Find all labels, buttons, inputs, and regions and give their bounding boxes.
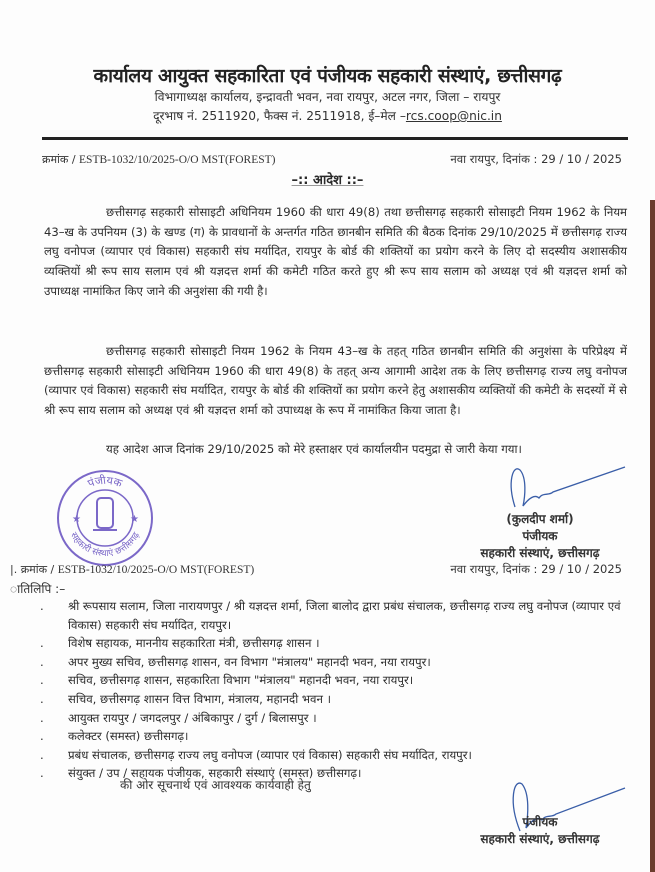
list-item (40, 690, 630, 709)
paragraph-3-text: यह आदेश आज दिनांक 29/10/2025 को मेरे हस्ताक्षर एवं कार्यालयीन पदमुद्रा से जारी केया गया। (106, 442, 522, 456)
order-heading (0, 170, 655, 188)
list-item-text: प्रबंध संचालक, छत्तीसगढ़ राज्य लघु वनोपज (व्यापार एवं विकास) सहकारी संघ मर्यादित, रायपुर। (68, 747, 472, 762)
signatory-office: सहकारी संस्थाएं, छत्तीसगढ़ (480, 546, 600, 560)
reference-date: नवा रायपुर, दिनांक : 29 / 10 / 2025 (450, 152, 622, 166)
list-bullet: . (40, 747, 44, 762)
list-item (40, 634, 630, 653)
svg-text:सहकारी संस्थाएं छत्तीसगढ़: सहकारी संस्थाएं छत्तीसगढ़ (67, 530, 143, 560)
list-bullet: . (40, 654, 44, 669)
list-item (40, 727, 630, 746)
office-title: कार्यालय आयुक्त सहकारिता एवं पंजीयक सहकारी संस्थाएं, छत्तीसगढ़ (93, 65, 562, 87)
list-bullet: . (40, 673, 44, 688)
svg-text:★: ★ (72, 514, 81, 525)
paragraph-3 (44, 440, 627, 460)
list-item-text: सचिव, छत्तीसगढ़ शासन वित्त विभाग, मंत्रालय, महानदी भवन । (68, 691, 332, 706)
list-item-text: सचिव, छत्तीसगढ़ शासन, सहकारिता विभाग "मंत्रालय" महानदी भवन, नया रायपुर। (68, 673, 414, 688)
copy-heading: ातिलिपि :– (10, 582, 66, 596)
svg-text:★: ★ (130, 514, 139, 525)
signature-1 (505, 462, 635, 512)
list-item (40, 746, 630, 765)
paragraph-1 (44, 203, 627, 302)
reference-number (42, 152, 276, 167)
signatory-2-block (455, 813, 625, 847)
list-item-text: विशेष सहायक, माननीय सहकारिता मंत्री, छत्तीसगढ़ शासन । (68, 636, 320, 651)
list-bullet: . (40, 710, 44, 725)
list-item (40, 709, 630, 728)
reference-label: क्रमांक / (42, 153, 80, 166)
contact-text: दूरभाष नं. 2511920, फैक्स नं. 2511918, ई–मेल – (153, 109, 406, 123)
list-item (40, 597, 630, 634)
signatory-2-designation: पंजीयक (522, 815, 558, 829)
reference-code: ESTB-1032/10/2025-O/O MST(FOREST) (79, 154, 276, 166)
paragraph-1-text: छत्तीसगढ़ सहकारी सोसाइटी अधिनियम 1960 की धारा 49(8) तथा छत्तीसगढ़ सहकारी सोसाइटी नियम 1962 के नियम 43–ख के उपनियम (3) के खण्ड (ग) के प्रावधानों के अन्तर्गत गठित छानबीन समिति की बैठक दिनांक 29/10/2025 में छत्तीसगढ़ राज्य लघु वनोपज (व्यापार एवं विकास) सहकारी संघ मर्यादित, रायपुर के बोर्ड की शक्तियों का प्रयोग करने के लिए दो सदस्यीय अशासकीय व्यक्तियों श्री रूप साय सलाम एवं श्री यज्ञदत्त शर्मा की कमेटी गठित करते हुए श्री रूप साय सलाम को अध्यक्ष एवं श्री यज्ञदत्त शर्मा को उपाध्यक्ष नामांकित किए जाने की अनुशंसा की गयी है। (44, 205, 627, 298)
signatory-name: (कुलदीप शर्मा) (506, 512, 574, 526)
copy-list (40, 597, 630, 783)
signatory-designation: पंजीयक (522, 529, 558, 543)
signatory-2-office: सहकारी संस्थाएं, छत्तीसगढ़ (480, 832, 600, 846)
copy-reference-date: नवा रायपुर, दिनांक : 29 / 10 / 2025 (450, 562, 622, 576)
list-bullet: . (40, 766, 44, 781)
list-bullet: . (40, 636, 44, 651)
closing-line: की ओर सूचनार्थ एवं आवश्यक कार्यवाही हेतु (120, 778, 311, 792)
copy-reference-code: ESTB-1032/10/2025-O/O MST(FOREST) (57, 564, 255, 576)
list-bullet: . (40, 691, 44, 706)
list-bullet: . (40, 729, 44, 744)
list-bullet: . (40, 599, 44, 613)
list-item (40, 653, 630, 672)
page-edge-shadow (650, 200, 655, 872)
list-item-text: श्री रूपसाय सलाम, जिला नारायणपुर / श्री यज्ञदत्त शर्मा, जिला बालोद द्वारा प्रबंध संचालक, छत्तीसगढ़ राज्य लघु वनोपज (व्यापार एवं विकास) सहकारी संघ मर्यादित, रायपुर। (68, 599, 621, 632)
header-rule (42, 137, 628, 140)
office-address: विभागाध्यक्ष कार्यालय, इन्द्रावती भवन, नवा रायपुर, अटल नगर, जिला – रायपुर (154, 90, 501, 104)
list-item (40, 671, 630, 690)
svg-text:पंजीयक: पंजीयक (85, 473, 124, 491)
list-item-text: संयुक्त / उप / सहायक पंजीयक, सहकारी संस्थाएं (समस्त) छत्तीसगढ़। (68, 766, 362, 781)
list-item-text: आयुक्त रायपुर / जगदलपुर / अंबिकापुर / दुर्ग / बिलासपुर । (68, 710, 317, 725)
list-item-text: अपर मुख्य सचिव, छत्तीसगढ़ शासन, वन विभाग "मंत्रालय" महानदी भवन, नया रायपुर। (68, 654, 431, 669)
copy-reference-number (10, 562, 254, 577)
copy-reference-label: |. क्रमांक / (10, 563, 58, 576)
paragraph-2 (44, 342, 627, 421)
office-seal-stamp (55, 468, 155, 568)
order-heading-text: –:: आदेश ::– (291, 173, 364, 188)
office-contact (0, 107, 655, 124)
paragraph-2-text: छत्तीसगढ़ सहकारी सोसाइटी नियम 1962 के नियम 43–ख के तहत् गठित छानबीन समिति की अनुशंसा के परिप्रेक्ष्य में छत्तीसगढ़ सहकारी सोसाइटी अधिनियम 1960 की धारा 49(8) के तहत् अन्य आगामी आदेश तक के लिए छत्तीसगढ़ राज्य लघु वनोपज (व्यापार एवं विकास) सहकारी संघ मर्यादित, रायपुर के बोर्ड की शक्तियों का प्रयोग करने हेतु अशासकीय व्यक्तियों की कमेटी के सदस्यों में से श्री रूप साय सलाम को अध्यक्ष एवं श्री यज्ञदत्त शर्मा को उपाध्यक्ष के रूप में नामांकित किया जाता है। (44, 344, 627, 418)
signatory-block (455, 510, 625, 561)
email-link[interactable]: rcs.coop@nic.in (405, 109, 502, 123)
list-item-text: कलेक्टर (समस्त) छत्तीसगढ़। (68, 729, 189, 744)
